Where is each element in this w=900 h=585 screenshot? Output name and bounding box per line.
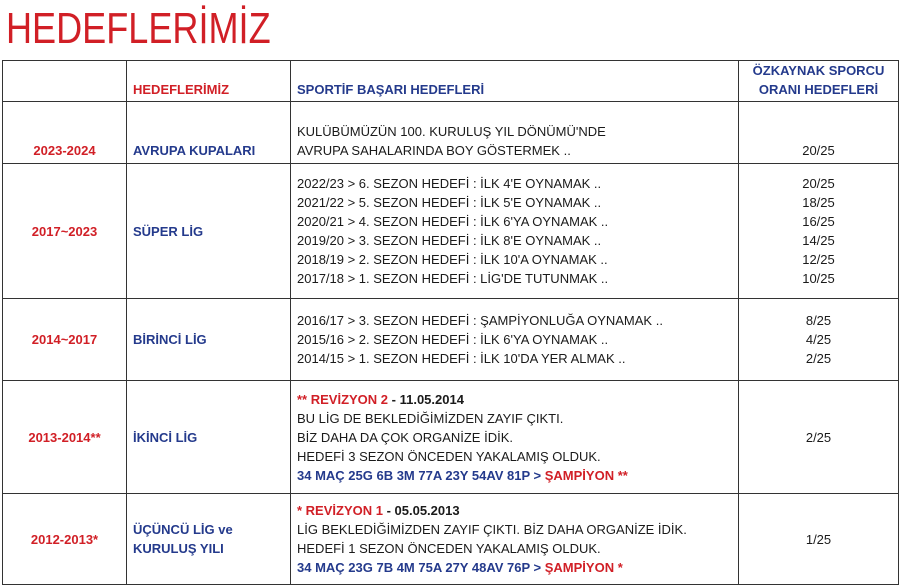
header-sport-goals: SPORTİF BAŞARI HEDEFLERİ [291,61,739,102]
revision-line [297,501,732,520]
table-row [3,381,899,494]
record-result: ŞAMPİYON * [544,560,623,575]
goals-cell [291,494,739,585]
goal-line: BU LİG DE BEKLEDİĞİMİZDEN ZAYIF ÇIKTI. [297,410,564,426]
goals-cell [291,164,739,299]
revision-date: - 11.05.2014 [388,391,464,407]
goal-line: 2015/16 > 2. SEZON HEDEFİ : İLK 6'YA OYNAMAK .. [297,332,609,347]
ratio-cell [739,381,899,494]
season-cell: 2013-2014** [3,381,127,494]
league-cell: SÜPER LİG [127,164,291,299]
header-goals: HEDEFLERİMİZ [127,61,291,102]
ratio-value: 4/25 [805,332,832,347]
page-title: HEDEFLERİMİZ [6,4,271,53]
league-cell: İKİNCİ LİG [127,381,291,494]
league-cell: AVRUPA KUPALARI [127,102,291,164]
league-line: KURULUŞ YILI [133,541,224,556]
ratio-value: 20/25 [802,143,835,158]
season-record [297,558,732,577]
ratio-value: 1/25 [805,531,832,547]
goal-line: 2021/22 > 5. SEZON HEDEFİ : İLK 5'E OYNAMAK .. [297,195,602,210]
ratio-cell [739,494,899,585]
season-cell: 2014~2017 [3,299,127,381]
header-ratio [739,61,899,102]
ratio-cell [739,102,899,164]
goal-line: 2017/18 > 1. SEZON HEDEFİ : LİG'DE TUTUNMAK .. [297,271,609,286]
ratio-value: 10/25 [802,271,835,286]
ratio-value: 8/25 [805,313,832,328]
goal-line: 2018/19 > 2. SEZON HEDEFİ : İLK 10'A OYNAMAK .. [297,252,608,267]
league-cell: BİRİNCİ LİG [127,299,291,381]
ratio-cell [739,164,899,299]
goal-line: 2020/21 > 4. SEZON HEDEFİ : İLK 6'YA OYNAMAK .. [297,214,609,229]
goal-line: AVRUPA SAHALARINDA BOY GÖSTERMEK .. [297,143,571,158]
league-cell [127,494,291,585]
revision-line [297,390,732,409]
ratio-value: 12/25 [802,252,835,267]
goal-line: BİZ DAHA DA ÇOK ORGANİZE İDİK. [297,429,513,445]
ratio-value: 16/25 [802,214,835,229]
table-row [3,494,899,585]
ratio-value: 18/25 [802,195,835,210]
goals-cell [291,299,739,381]
season-record [297,466,732,485]
goal-line: 2019/20 > 3. SEZON HEDEFİ : İLK 8'E OYNAMAK .. [297,233,602,248]
goals-cell [291,381,739,494]
header-ratio-line2: ORANI HEDEFLERİ [758,82,879,97]
header-ratio-line1: ÖZKAYNAK SPORCU [752,63,885,78]
ratio-cell [739,299,899,381]
table-row [3,102,899,164]
table-row [3,164,899,299]
record-stats: 34 MAÇ 25G 6B 3M 77A 23Y 54AV 81P > [297,467,545,483]
goal-line: HEDEFİ 3 SEZON ÖNCEDEN YAKALAMIŞ OLDUK. [297,448,601,464]
ratio-value: 14/25 [802,233,835,248]
goals-cell [291,102,739,164]
header-row [3,61,899,102]
goal-line: HEDEFİ 1 SEZON ÖNCEDEN YAKALAMIŞ OLDUK. [297,541,601,556]
season-cell: 2012-2013* [3,494,127,585]
record-stats: 34 MAÇ 23G 7B 4M 75A 27Y 48AV 76P > [297,560,545,575]
record-result: ŞAMPİYON ** [544,467,628,483]
revision-date: - 05.05.2013 [382,503,460,518]
header-season [3,61,127,102]
season-cell: 2023-2024 [3,102,127,164]
goal-line: 2014/15 > 1. SEZON HEDEFİ : İLK 10'DA YER ALMAK .. [297,351,626,366]
table-row [3,299,899,381]
league-line: ÜÇÜNCÜ LİG ve [133,522,233,537]
revision-tag: ** REVİZYON 2 [297,391,389,407]
goal-line: LİG BEKLEDİĞİMİZDEN ZAYIF ÇIKTI. BİZ DAHA ORGANİZE İDİK. [297,522,687,537]
goal-line: KULÜBÜMÜZÜN 100. KURULUŞ YIL DÖNÜMÜ'NDE [297,124,606,139]
revision-tag: * REVİZYON 1 [297,503,383,518]
ratio-value: 20/25 [802,176,835,191]
goal-line: 2016/17 > 3. SEZON HEDEFİ : ŞAMPİYONLUĞA OYNAMAK .. [297,313,663,328]
goal-line: 2022/23 > 6. SEZON HEDEFİ : İLK 4'E OYNAMAK .. [297,176,602,191]
ratio-value: 2/25 [805,351,832,366]
goals-table [2,60,899,585]
season-cell: 2017~2023 [3,164,127,299]
ratio-value: 2/25 [805,429,832,445]
